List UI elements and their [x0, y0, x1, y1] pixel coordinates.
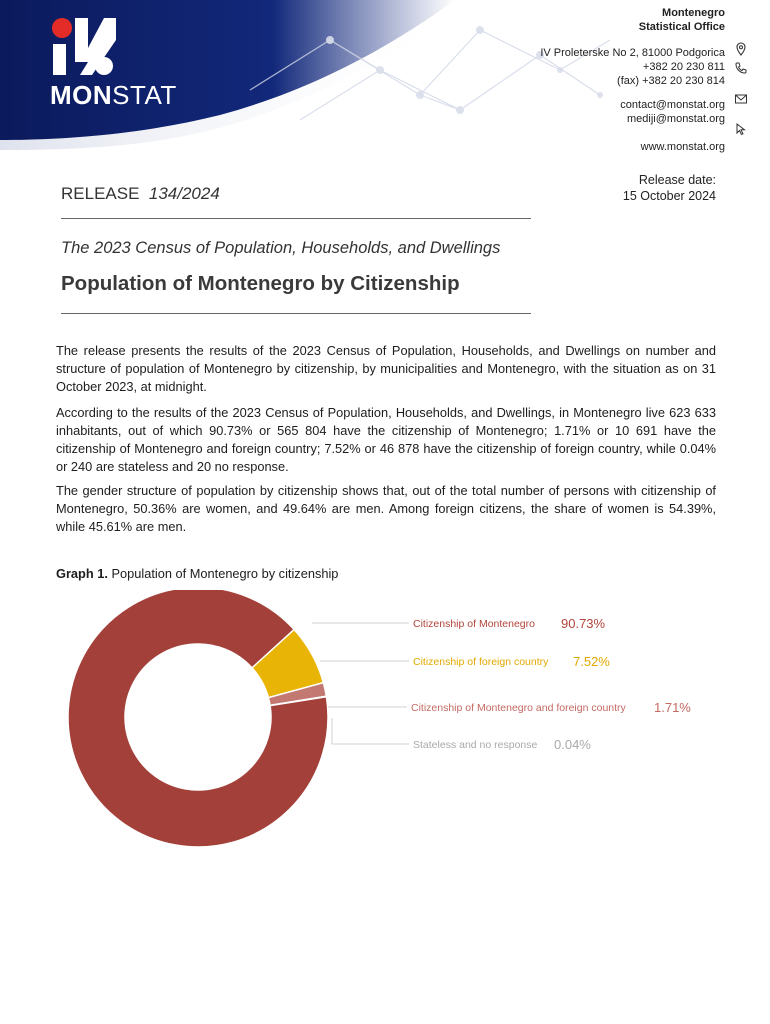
legend-citizenship-montenegro: Citizenship of Montenegro — [413, 618, 535, 630]
address-text: IV Proleterske No 2, 81000 Podgorica — [540, 47, 725, 59]
legend-dual-citizenship: Citizenship of Montenegro and foreign country — [411, 702, 626, 714]
mail-icon — [734, 92, 748, 106]
paragraph-gender: The gender structure of population by citizenship shows that, out of the total number of persons with citizenship of Montenegro, 50.36% are women, and 49.64% are men. Among foreign citizens, the share of women is 54.39%, while 45.61% are men. — [56, 483, 716, 534]
release-date: Release date: 15 October 2024 — [622, 173, 716, 203]
value-foreign-citizenship: 7.52% — [573, 654, 610, 669]
release-number: RELEASE 134/2024 — [61, 184, 220, 203]
phone-number[interactable]: +382 20 230 811 — [642, 61, 725, 73]
value-citizenship-montenegro: 90.73% — [561, 616, 606, 631]
paragraph-totals: According to the results of the 2023 Census of Population, Households, and Dwellings, in Montenegro live 623 633 inhabitants, out of which 90.73% or 565 804 have the citizenship of Montenegro; 1.71% or 10 691 have the citizenship of Montenegro and foreign country; 7.52% or 46 878 have the citizenship of foreign country, while 0.04% or 240 are stateless and 20 no response. — [56, 405, 716, 474]
organization-name: Montenegro Statistical Office — [638, 7, 725, 33]
page-header — [0, 0, 770, 165]
monstat-wordmark: MONSTAT — [50, 80, 177, 110]
page-subtitle: The 2023 Census of Population, Households, and Dwellings — [61, 239, 501, 257]
cursor-icon — [734, 122, 748, 136]
leader-line-4 — [332, 718, 409, 744]
page-title: Population of Montenegro by Citizenship — [61, 272, 460, 295]
address-block — [540, 46, 725, 88]
location-pin-icon — [734, 42, 748, 56]
slice-citizenship-montenegro — [68, 590, 328, 847]
phone-icon — [734, 61, 748, 75]
website-link[interactable]: www.monstat.org — [640, 141, 725, 153]
paragraph-intro: The release presents the results of the 2023 Census of Population, Households, and Dwellings on number and structure of population of Montenegro by citizenship, by municipalities and Montenegro, with the situation as on 31 October 2023, at midnight. — [56, 343, 716, 394]
legend-stateless: Stateless and no response — [413, 739, 538, 751]
value-stateless: 0.04% — [554, 737, 591, 752]
graph-caption: Graph 1. Population of Montenegro by citizenship — [56, 566, 339, 581]
email-media-link[interactable]: mediji@monstat.org — [627, 113, 725, 125]
email-contact-link[interactable]: contact@monstat.org — [620, 99, 725, 111]
fax-number: (fax) +382 20 230 814 — [617, 75, 725, 87]
divider-bottom — [61, 313, 531, 314]
value-dual-citizenship: 1.71% — [654, 700, 691, 715]
citizenship-donut-chart — [0, 590, 770, 890]
legend-foreign-citizenship: Citizenship of foreign country — [413, 656, 549, 668]
divider-top — [61, 218, 531, 219]
email-block — [540, 98, 725, 126]
contact-block — [540, 6, 725, 154]
